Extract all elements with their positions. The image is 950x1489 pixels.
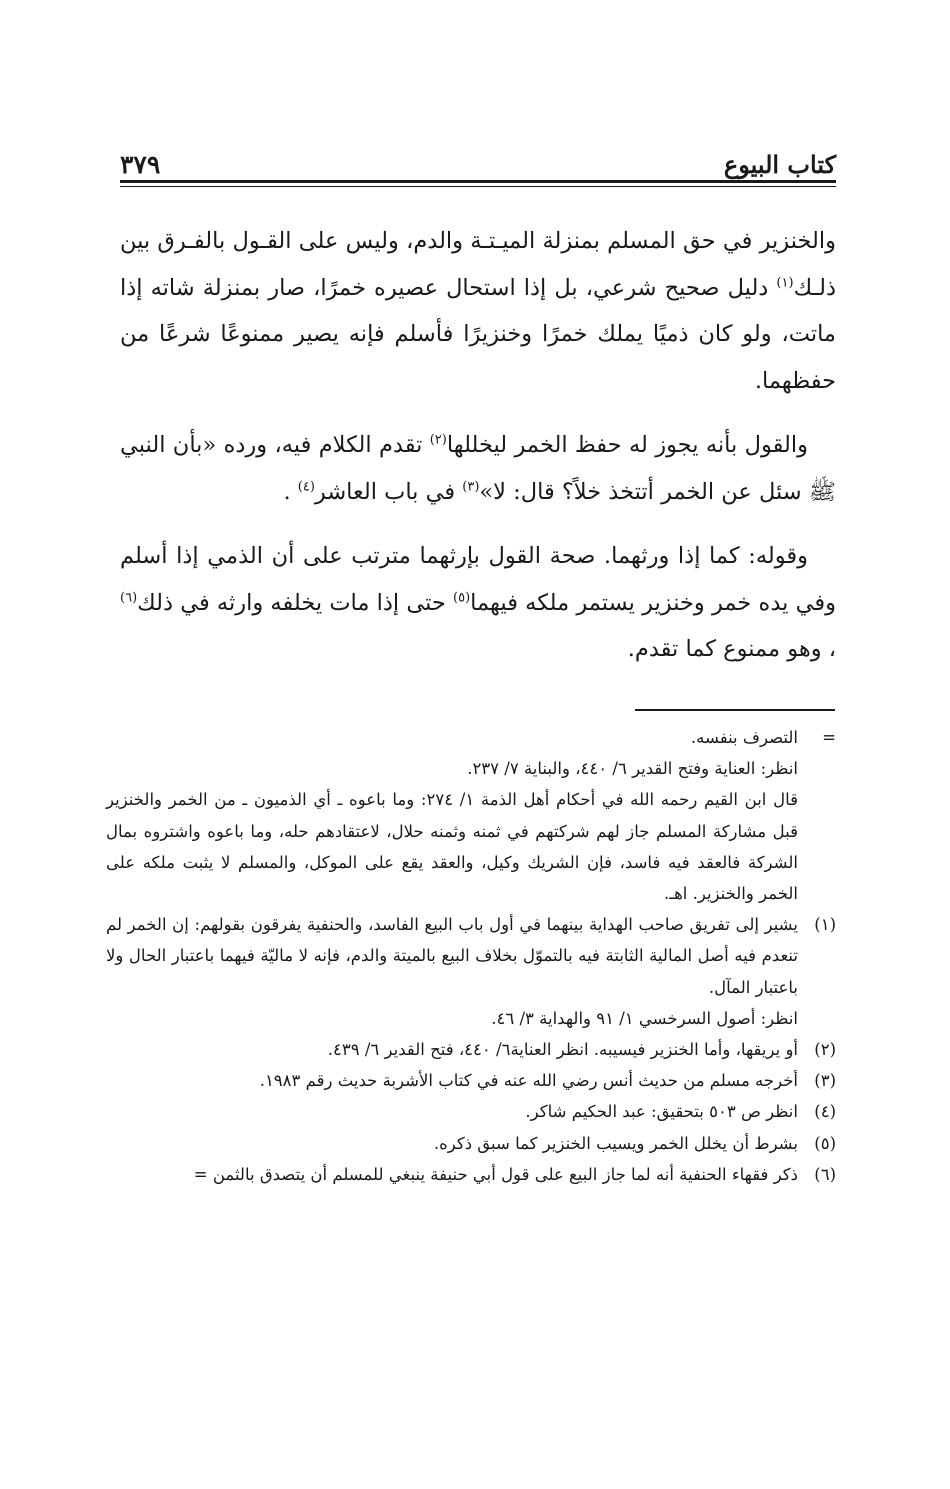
paragraph-1-part-b: دليل صحيح شرعي، بل إذا استحال عصيره خمرًا، صار بمنزلة شاته إذا ماتت، ولو كان ذميًا يملك خمرًا وخنزيرًا فأسلم فإنه يصير ممنوعًا شرعًا من حفظهما. [120,274,836,394]
footnote-ref-6: (٦) [120,590,138,605]
header-rule-thick [120,180,836,183]
paragraph-2-part-b: تقدم الكلام فيه، ورده «بأن النبي ﷺ سئل عن الخمر أتتخذ خلاً؟ قال: لا» [120,432,836,505]
footnote-1 [106,909,836,1034]
continuation-line-1: التصرف بنفسه. [690,728,798,747]
main-text [120,218,836,691]
paragraph-2-part-c: في باب العاشر [314,478,463,505]
continuation-line-2: انظر: العناية وفتح القدير ٦/ ٤٤٠، والبناية ٧/ ٢٣٧. [467,759,798,779]
footnote-mark: (٣) [814,1071,836,1091]
paragraph-2-part-d: . [283,478,298,505]
footnote-ref-1: (١) [776,275,794,290]
footnote-ref-4: (٤) [297,479,315,494]
continuation-line-3: قال ابن القيم رحمه الله في أحكام أهل الذمة ١/ ٢٧٤: وما باعوه ـ أي الذميون ـ من الخمر والخنزير قبل مشاركة المسلم جاز لهم شركتهم في ثمنه وثمنه حلال، لاعتقادهم حله، وما باعوه واشتروه بمال الشركة فالعقد فيه فاسد، فإن الشريك وكيل، والعقد يقع على الموكل، والمسلم لا يثبت ملكه على الخمر والخنزير. اهـ. [106,790,798,904]
header-rule-thin [120,186,836,187]
paragraph-1 [120,218,836,404]
paragraph-3 [120,533,836,673]
paragraph-2 [120,422,836,515]
footnote-mark: (٦) [814,1164,836,1184]
page-number: ٣٧٩ [120,150,161,179]
footnote-mark: (٤) [814,1102,836,1122]
chapter-title: كتاب البيوع [723,150,836,179]
paragraph-2-part-a: والقول بأنه يجوز له حفظ الخمر ليخللها [446,432,808,458]
footnote-4 [106,1096,836,1127]
footnote-text: انظر ص ٥٠٣ بتحقيق: عبد الحكيم شاكر. [525,1102,798,1122]
footnote-ref-5: (٥) [453,590,471,605]
footnote-separator [635,709,835,711]
footnote-2 [106,1034,836,1065]
footnote-mark: (٢) [814,1040,836,1060]
footnote-text: ذكر فقهاء الحنفية أنه لما جاز البيع على قول أبي حنيفة ينبغي للمسلم أن يتصدق بالثمن = [193,1164,798,1184]
footnote-6 [106,1159,836,1190]
footnote-extra: انظر: أصول السرخسي ١/ ٩١ والهداية ٣/ ٤٦. [491,1008,798,1028]
footnote-ref-3: (٣) [462,479,480,494]
paragraph-3-part-a: وقوله: كما إذا ورثهما. صحة القول بإرثهما مترتب على أن الذمي إذا أسلم وفي يده خمر وخنزير يستمر ملكه فيهما [120,543,836,616]
footnote-continuation [106,722,836,909]
footnote-3 [106,1065,836,1096]
footnotes [106,722,836,1190]
continuation-mark: = [822,728,836,747]
footnote-5 [106,1128,836,1159]
paragraph-1-part-a: والخنزير في حق المسلم بمنزلة الميـتـة والدم، وليس على القـول بالفـرق بين ذلـك [120,228,836,301]
footnote-text: أو يريقها، وأما الخنزير فيسيبه. انظر العناية٦/ ٤٤٠، فتح القدير ٦/ ٤٣٩. [327,1040,798,1060]
footnote-text: بشرط أن يخلل الخمر ويسيب الخنزير كما سبق ذكره. [433,1133,798,1153]
footnote-text: يشير إلى تفريق صاحب الهداية بينهما في أول باب البيع الفاسد، والحنفية يفرقون بقولهم: إن الخمر لم تنعدم فيه أصل المالية الثابتة فيه بالتموّل بخلاف البيع بالميتة والدم، فإنه لا ماليّة فيهما باعتبار الحال ولا باعتبار المآل. [106,915,798,997]
footnote-ref-2: (٢) [429,432,447,448]
paragraph-3-part-b: حتى إذا مات يخلفه وارثه في ذلك [137,589,454,616]
paragraph-3-part-c: ، وهو ممنوع كما تقدم. [627,636,836,662]
footnote-text: أخرجه مسلم من حديث أنس رضي الله عنه في كتاب الأشربة حديث رقم ١٩٨٣. [259,1071,798,1091]
footnote-mark: (١) [814,915,836,935]
footnote-mark: (٥) [814,1133,836,1153]
running-header [120,135,836,179]
